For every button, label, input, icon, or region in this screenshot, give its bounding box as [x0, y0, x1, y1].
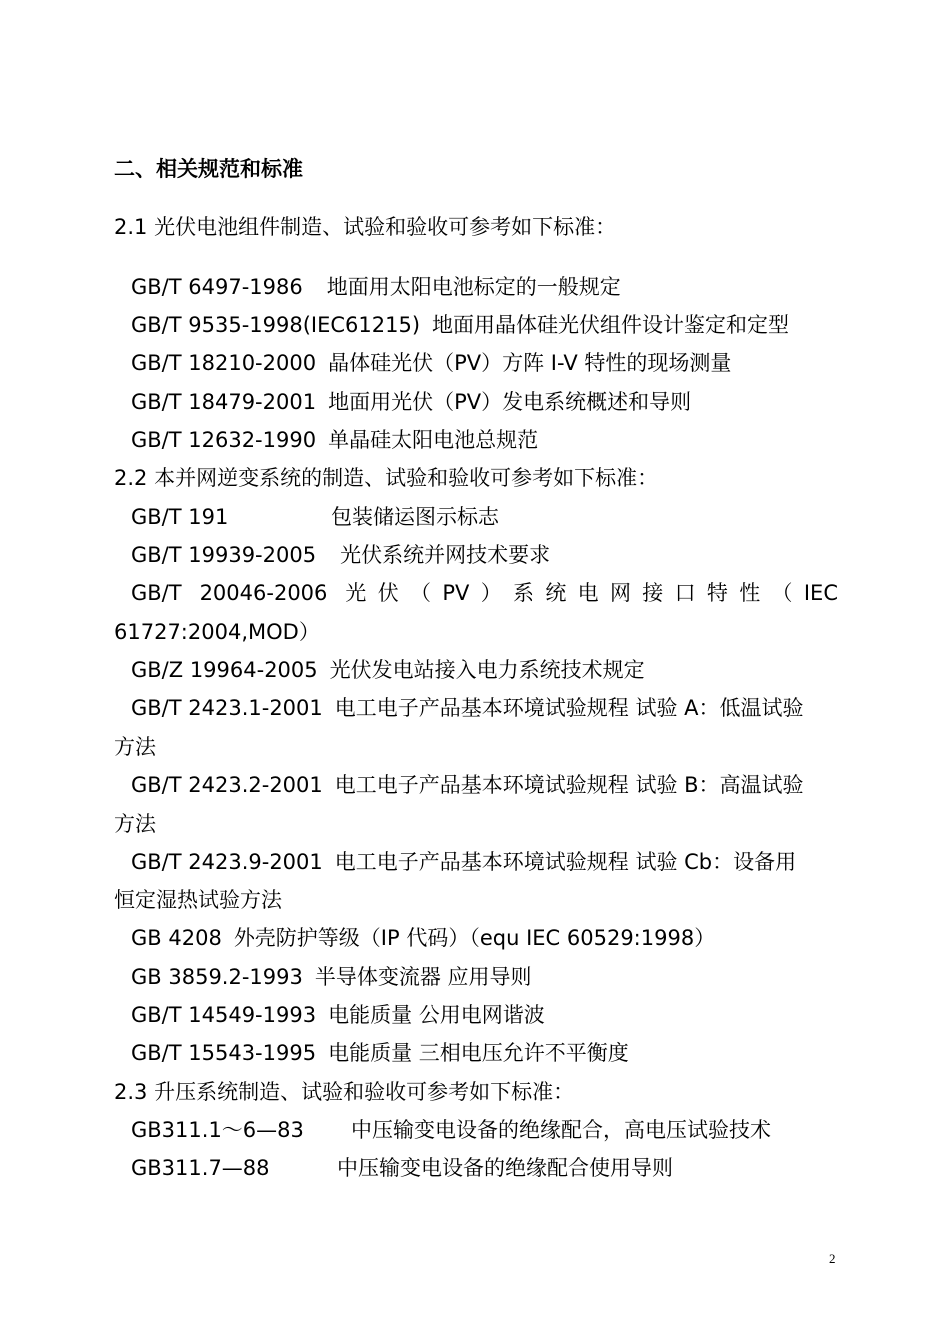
standard-code: GB/Z 19964-2005 — [131, 658, 318, 682]
standard-code: GB311.7—88 — [131, 1156, 270, 1180]
standard-code: GB/T 15543-1995 — [131, 1041, 317, 1065]
standard-name: 电工电子产品基本环境试验规程 试验 Cb：设备用 — [334, 850, 797, 874]
standard-item — [131, 348, 838, 378]
subsection-title-2-3: 2.3 升压系统制造、试验和验收可参考如下标准： — [114, 1080, 575, 1104]
standard-code: GB/T 191 — [131, 505, 229, 529]
standard-name: 包装储运图示标志 — [331, 505, 499, 529]
standard-code: GB/T 18210-2000 — [131, 351, 317, 375]
standard-item — [131, 272, 838, 302]
standard-name: 地面用光伏（PV）发电系统概述和导则 — [328, 390, 692, 414]
standard-item-continuation: 方法 — [114, 735, 156, 759]
subsection-title-2-2: 2.2 本并网逆变系统的制造、试验和验收可参考如下标准： — [114, 466, 659, 490]
standard-item — [131, 1038, 838, 1068]
section-heading: 二、相关规范和标准 — [114, 157, 303, 181]
standard-item — [131, 655, 838, 685]
standard-name: 半导体变流器 应用导则 — [314, 965, 532, 989]
standard-item — [131, 387, 838, 417]
standard-name: 晶体硅光伏（PV）方阵 I-V 特性的现场测量 — [328, 351, 732, 375]
standard-item-continuation: 恒定湿热试验方法 — [114, 888, 282, 912]
standard-item — [131, 1153, 838, 1183]
standard-name: 单晶硅太阳电池总规范 — [328, 428, 539, 452]
subsection-title-2-1: 2.1 光伏电池组件制造、试验和验收可参考如下标准： — [114, 215, 617, 239]
standard-code: GB/T 2423.9-2001 — [131, 850, 323, 874]
standard-code: GB/T 6497-1986 — [131, 275, 303, 299]
standard-code: GB/T 18479-2001 — [131, 390, 317, 414]
standard-name: 电工电子产品基本环境试验规程 试验 A：低温试验 — [334, 696, 804, 720]
standard-item — [131, 425, 838, 455]
standard-name: 电能质量 公用电网谐波 — [328, 1003, 545, 1027]
standard-name: 地面用太阳电池标定的一般规定 — [326, 275, 621, 299]
standard-code: GB/T 12632-1990 — [131, 428, 317, 452]
standard-name: 电工电子产品基本环境试验规程 试验 B：高温试验 — [334, 773, 804, 797]
standard-code: GB/T 2423.1-2001 — [131, 696, 323, 720]
standard-code: GB 3859.2-1993 — [131, 965, 303, 989]
standard-name: 光伏（PV）系统电网接口特性（IEC — [345, 581, 838, 605]
standard-name: 中压输变电设备的绝缘配合使用导则 — [337, 1156, 673, 1180]
standard-code: GB/T 19939-2005 — [131, 543, 317, 567]
standard-code: GB/T 14549-1993 — [131, 1003, 317, 1027]
standard-item — [131, 693, 838, 723]
standard-item — [131, 847, 838, 877]
standard-item — [131, 502, 838, 532]
standard-item — [131, 962, 838, 992]
standard-name: 外壳防护等级（IP 代码）（equ IEC 60529:1998） — [233, 926, 716, 950]
standard-code: GB/T 20046-2006 — [131, 581, 328, 605]
standard-item — [131, 923, 838, 953]
standard-item — [131, 540, 838, 570]
standard-code: GB/T 2423.2-2001 — [131, 773, 323, 797]
standard-code: GB/T 9535-1998(IEC61215) — [131, 313, 421, 337]
standard-item — [131, 1000, 838, 1030]
page-number: 2 — [829, 1251, 836, 1266]
standard-item — [131, 770, 838, 800]
standard-name: 中压输变电设备的绝缘配合，高电压试验技术 — [351, 1118, 771, 1142]
standard-item — [131, 1115, 838, 1145]
standard-code: GB311.1～6—83 — [131, 1118, 304, 1142]
standard-name: 地面用晶体硅光伏组件设计鉴定和定型 — [432, 313, 790, 337]
standard-item — [131, 310, 838, 340]
standard-name: 光伏发电站接入电力系统技术规定 — [329, 658, 645, 682]
standard-code: GB 4208 — [131, 926, 222, 950]
standard-name: 电能质量 三相电压允许不平衡度 — [328, 1041, 629, 1065]
standard-name: 光伏系统并网技术要求 — [340, 543, 551, 567]
standard-item-continuation: 方法 — [114, 812, 156, 836]
standard-item-continuation: 61727:2004,MOD） — [114, 620, 320, 644]
standard-item — [131, 578, 838, 608]
